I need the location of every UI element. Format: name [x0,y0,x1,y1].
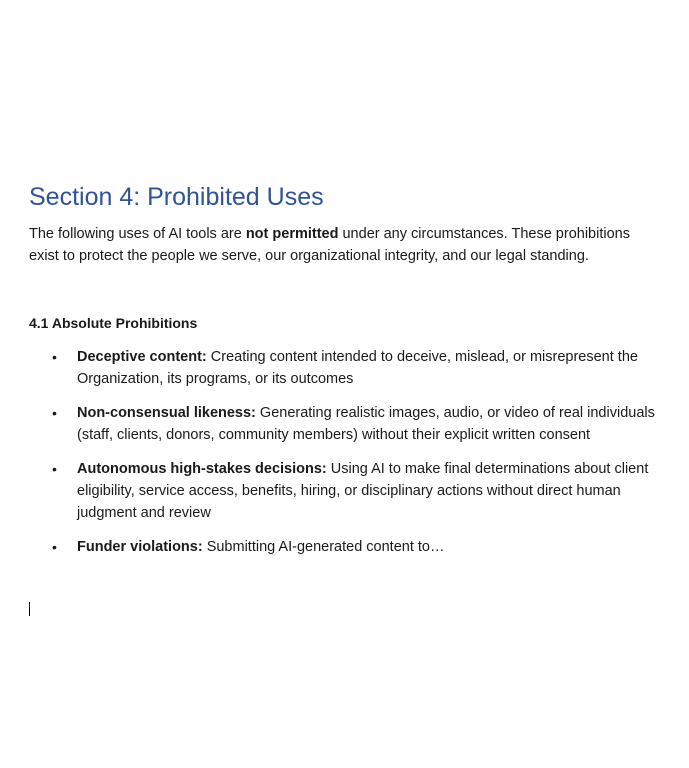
list-item [29,458,659,524]
item-text: Generating realistic images, audio, or video of real individuals (staff, clients, donors, community members) without their explicit written consent [77,405,655,443]
intro-emphasis: not permitted [245,226,339,242]
list-item [29,346,659,390]
bullet-icon: • [52,539,57,555]
intro-paragraph [29,223,659,267]
item-term: Autonomous high-stakes decisions: [77,461,327,477]
section-heading: Section 4: Prohibited Uses [29,183,324,211]
text-cursor[interactable] [29,602,30,616]
item-term: Funder violations: [77,539,203,555]
item-text: Using AI to make final determinations about client eligibility, service access, benefits, hiring, or disciplinary actions without direct human judgment and review [77,461,649,521]
intro-text-start: The following uses of AI tools are [29,226,246,242]
bullet-icon: • [52,405,57,421]
prohibitions-list [29,346,659,570]
intro-text-end: under any circumstances. These prohibitions exist to protect the people we serve, our organizational integrity, and our legal standing. [29,226,630,264]
list-item [29,402,659,446]
subsection-heading: 4.1 Absolute Prohibitions [29,315,198,331]
list-item [29,536,659,558]
bullet-icon: • [52,349,57,365]
bullet-icon: • [52,461,57,477]
item-term: Non-consensual likeness: [77,405,256,421]
item-text: Creating content intended to deceive, mislead, or misrepresent the Organization, its programs, or its outcomes [77,349,638,387]
item-term: Deceptive content: [77,349,207,365]
item-text: Submitting AI-generated content to… [202,539,445,555]
